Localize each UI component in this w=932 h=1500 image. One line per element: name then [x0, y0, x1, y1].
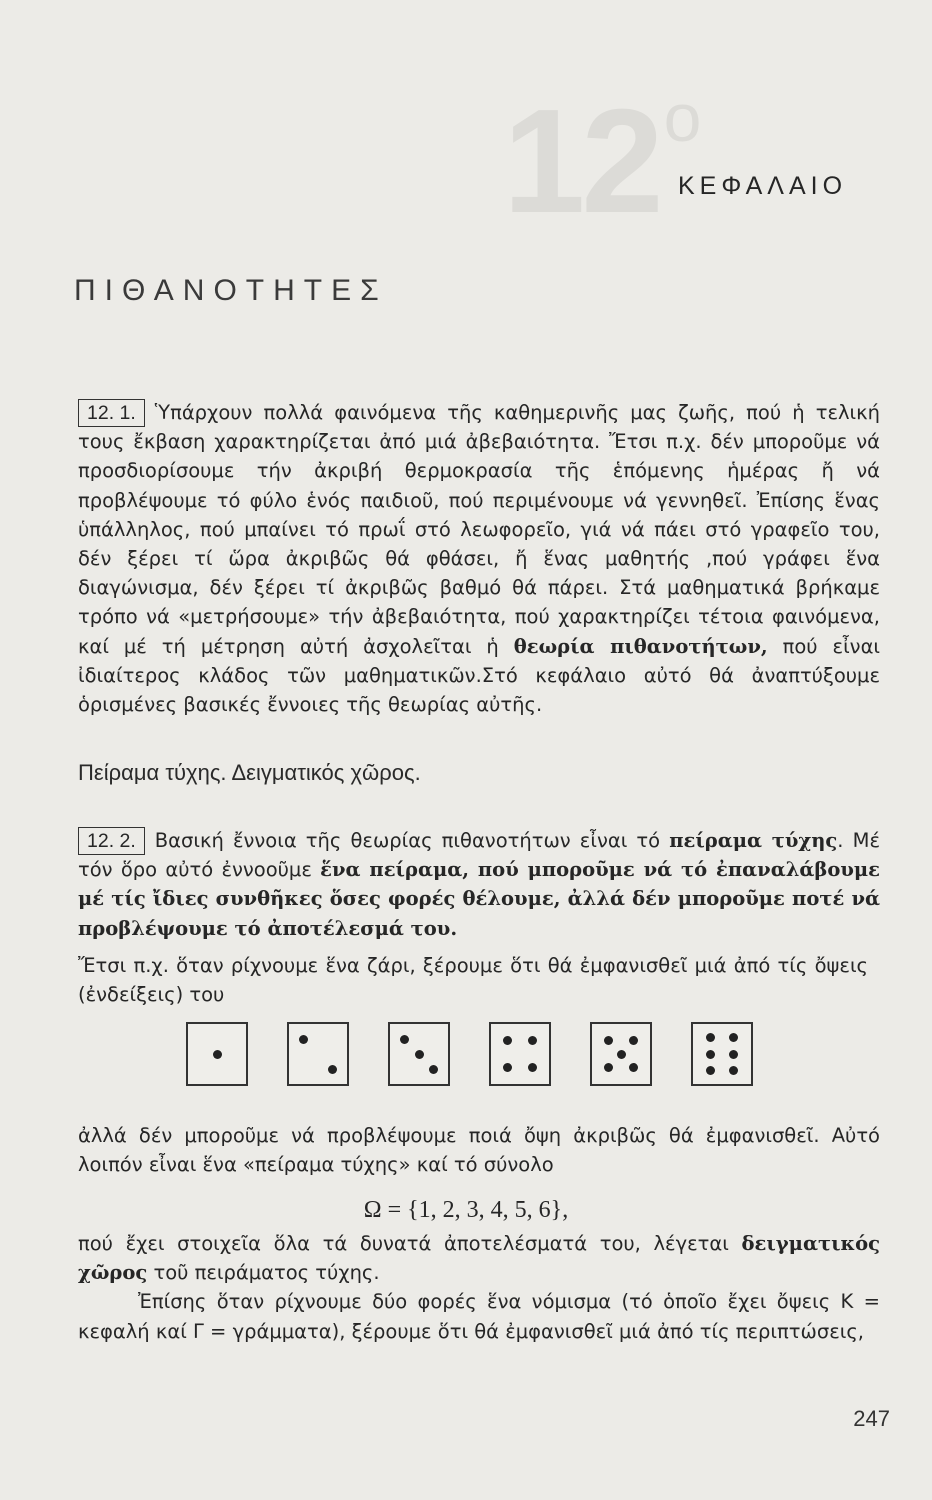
die-pip	[729, 1066, 738, 1075]
chapter-number	[503, 79, 698, 244]
paragraph-dice-outcome: ἀλλά δέν μποροῦμε νά προβλέψουμε ποιά ὄψη ἀκριβῶς θά ἐμφανισθεῖ. Αὐτό λοιπόν εἶναι ἕνα «πείραμα τύχης» καί τό σύνολο	[78, 1124, 880, 1177]
paragraph-text: . Μέ τόν ὅρο αὐτό ἐννοοῦμε	[78, 829, 880, 882]
die-pip	[604, 1036, 613, 1045]
die-pip	[400, 1035, 409, 1044]
die-pip	[528, 1063, 537, 1072]
die-pip	[706, 1033, 715, 1042]
chapter-title: ΠΙΘΑΝΟΤΗΤΕΣ	[74, 274, 388, 307]
die-pip	[415, 1050, 424, 1059]
die-pip	[706, 1050, 715, 1059]
page-number: 247	[853, 1406, 890, 1431]
paragraph-text: πού ἔχει στοιχεῖα ὅλα τά δυνατά ἀποτελέσματά του, λέγεται	[78, 1232, 729, 1255]
paragraph-text: Ὑπάρχουν πολλά φαινόμενα τῆς καθημερινῆς μας ζωῆς, πού ἡ τελική τους ἔκβαση χαρακτηρίζεται ἀπό μιά ἀβεβαιότητα. Ἔτσι π.χ. δέν μποροῦμε νά προσδιορίσουμε τήν ἀκριβή θερμοκρασία τῆς ἑπόμενης ἡμέρας ἤ νά προβλέψουμε τό φύλο ἑνός παιδιοῦ, πού περιμένουμε νά γεννηθεῖ. Ἐπίσης ἕνας ὑπάλληλος, πού μπαίνει τό πρωΐ στό λεωφορεῖο, γιά νά πάει στό γραφεῖο του, δέν ξέρει τί ὥρα ἀκριβῶς θά φθάσει, ἤ ἕνας μαθητής ,πού γράφει ἕνα διαγώνισμα, δέν ξέρει τί ἀκριβῶς βαθμό θά πάρει. Στά μαθηματικά βρήκαμε τρόπο νά «μετρήσουμε» τήν ἀβεβαιότητα, πού χαρακτηρίζει τέτοια φαινόμενα, καί μέ τή μέτρηση αὐτή ἀσχολεῖται ἡ	[78, 401, 880, 658]
die-face-2	[287, 1022, 349, 1086]
paragraph-text: τοῦ πειράματος τύχης.	[153, 1261, 380, 1285]
die-pip	[299, 1035, 308, 1044]
chapter-degree-mark: o	[663, 80, 698, 156]
die-pip	[213, 1050, 222, 1059]
section-number: 12. 2.	[78, 827, 145, 855]
die-pip	[706, 1066, 715, 1075]
die-face-6	[691, 1022, 753, 1086]
section-heading: Πείραμα τύχης. Δειγματικός χῶρος.	[78, 760, 421, 785]
die-pip	[617, 1050, 626, 1059]
paragraph-text: Βασική ἔννοια τῆς θεωρίας πιθανοτήτων εἶναι τό	[154, 829, 661, 852]
die-face-1	[186, 1022, 248, 1086]
die-face-5	[590, 1022, 652, 1086]
chapter-number-text: 12	[503, 79, 660, 244]
paragraph-sample-space	[78, 1229, 880, 1346]
die-pip	[629, 1063, 638, 1072]
section-number: 12. 1.	[78, 399, 145, 427]
chapter-label: ΚΕΦΑΛΑΙΟ	[678, 172, 848, 200]
paragraph-text: πού εἶναι ἰδιαίτερος κλάδος τῶν μαθηματικῶν.Στό κεφάλαιο αὐτό θά ἀναπτύξουμε ὁρισμένες βασικές ἔννοιες τῆς θεωρίας αὐτῆς.	[78, 634, 881, 717]
bold-term: πείραμα τύχης	[669, 829, 838, 852]
die-pip	[503, 1063, 512, 1072]
die-pip	[528, 1036, 537, 1045]
paragraph-dice-example: Ἔτσι π.χ. ὅταν ρίχνουμε ἕνα ζάρι, ξέρουμε ὅτι θά ἐμφανισθεῖ μιά ἀπό τίς ὄψεις (ἐνδείξεις) του	[78, 954, 868, 1007]
die-pip	[729, 1050, 738, 1059]
die-face-4	[489, 1022, 551, 1086]
bold-definition: ἕνα πείραμα, πού μποροῦμε νά τό ἐπαναλάβουμε μέ τίς ἴδιες συνθῆκες ὅσες φορές θέλουμε, ἀλλά δέν μποροῦμε ποτέ νά προβλέψουμε τό ἀποτέλεσμά του.	[78, 858, 881, 940]
die-pip	[729, 1033, 738, 1042]
paragraph-intro	[78, 398, 880, 719]
sample-space-formula: Ω = {1, 2, 3, 4, 5, 6},	[363, 1197, 569, 1223]
bold-term: δειγματικός χῶρος	[78, 1232, 881, 1285]
die-pip	[629, 1036, 638, 1045]
die-pip	[328, 1065, 337, 1074]
die-pip	[429, 1065, 438, 1074]
paragraph-definition	[78, 826, 880, 943]
die-face-3	[388, 1022, 450, 1086]
paragraph-text: Ἐπίσης ὅταν ρίχνουμε δύο φορές ἕνα νόμισμα (τό ὁποῖο ἔχει ὄψεις Κ = κεφαλή καί Γ = γράμματα), ξέρουμε ὅτι θά ἐμφανισθεῖ μιά ἀπό τίς περιπτώσεις,	[78, 1290, 880, 1343]
bold-term: θεωρία πιθανοτήτων,	[513, 634, 768, 658]
die-pip	[503, 1036, 512, 1045]
die-pip	[604, 1063, 613, 1072]
